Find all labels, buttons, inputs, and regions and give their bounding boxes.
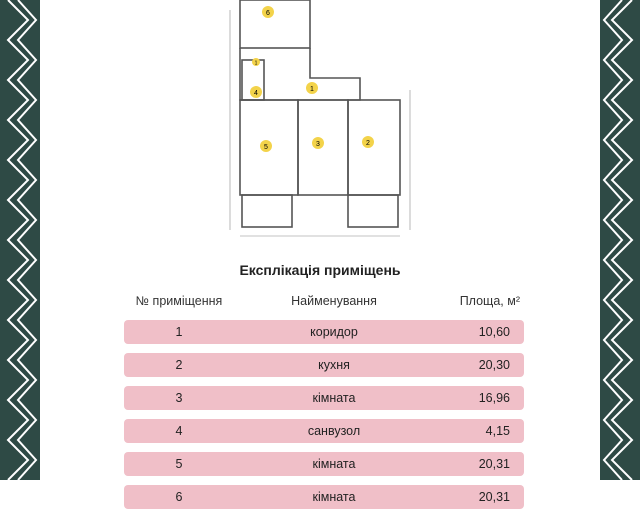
row-area: 20,31 (478, 490, 510, 504)
table-header (124, 294, 524, 314)
table-row (124, 419, 524, 443)
row-number: 6 (175, 490, 183, 504)
row-name: кімната (312, 490, 356, 504)
svg-text:1: 1 (310, 86, 314, 93)
row-name: кімната (312, 457, 356, 471)
svg-text:6: 6 (266, 10, 270, 17)
floor-plan (220, 0, 420, 240)
svg-text:4: 4 (254, 90, 258, 97)
header-number: № приміщення (135, 294, 223, 308)
table-row (124, 353, 524, 377)
ornamental-border-left (0, 0, 40, 480)
row-number: 5 (175, 457, 183, 471)
ornamental-border-right (600, 0, 640, 480)
row-name: кімната (312, 391, 356, 405)
row-area: 16,96 (478, 391, 510, 405)
row-name: кухня (318, 358, 350, 372)
row-area: 10,60 (478, 325, 510, 339)
row-area: 4,15 (485, 424, 510, 438)
row-name: коридор (310, 325, 358, 339)
row-area: 20,31 (478, 457, 510, 471)
row-number: 4 (175, 424, 183, 438)
row-number: 1 (175, 325, 183, 339)
room-markers (250, 6, 374, 152)
table-row (124, 386, 524, 410)
room-table (124, 320, 524, 518)
header-area: Площа, м² (459, 294, 520, 308)
table-title: Експлікація приміщень (239, 262, 401, 278)
table-row (124, 320, 524, 344)
table-row (124, 452, 524, 476)
row-area: 20,30 (478, 358, 510, 372)
header-name: Найменування (291, 294, 377, 308)
svg-text:1: 1 (254, 60, 258, 67)
row-number: 3 (175, 391, 183, 405)
row-name: санвузол (307, 424, 361, 438)
svg-text:2: 2 (366, 140, 370, 147)
svg-text:3: 3 (316, 141, 320, 148)
row-number: 2 (175, 358, 183, 372)
table-row (124, 485, 524, 509)
svg-text:5: 5 (264, 144, 268, 151)
